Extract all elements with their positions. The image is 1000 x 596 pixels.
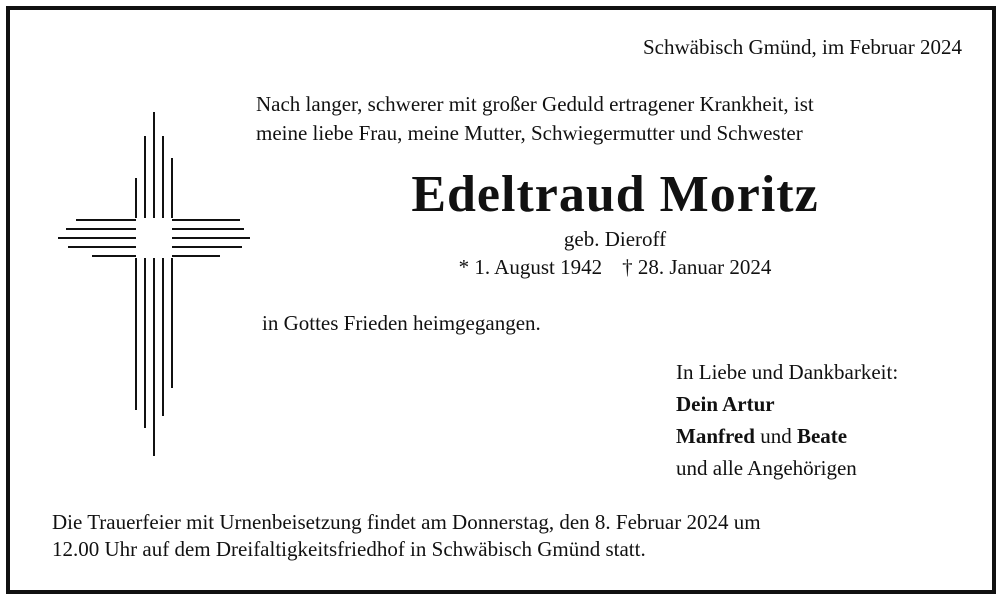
place-date: Schwäbisch Gmünd, im Februar 2024 bbox=[642, 35, 962, 59]
funeral-info bbox=[52, 509, 761, 563]
signoff-beate: Beate bbox=[796, 424, 848, 448]
intro-line-1: Nach langer, schwerer mit großer Geduld ertragener Krankheit, ist bbox=[256, 92, 814, 116]
funeral-line-2: 12.00 Uhr auf dem Dreifaltigkeitsfriedhof in Schwäbisch Gmünd statt. bbox=[52, 537, 646, 561]
signoff-artur: Dein Artur bbox=[676, 392, 775, 416]
cross-icon bbox=[54, 110, 254, 460]
intro-text bbox=[256, 90, 814, 148]
birth-date: * 1. August 1942 bbox=[458, 255, 603, 279]
signoff-line-2 bbox=[676, 420, 898, 452]
signoff-conjunction: und bbox=[754, 424, 797, 448]
signoff-line-3: und alle Angehörigen bbox=[676, 456, 857, 480]
death-date: † 28. Januar 2024 bbox=[622, 255, 772, 279]
signoff-manfred: Manfred bbox=[676, 424, 755, 448]
signoff-intro: In Liebe und Dankbarkeit: bbox=[676, 360, 899, 384]
peace-line: in Gottes Frieden heimgegangen. bbox=[262, 311, 541, 335]
funeral-line-1: Die Trauerfeier mit Urnenbeisetzung findet am Donnerstag, den 8. Februar 2024 um bbox=[52, 510, 761, 534]
deceased-name: Edeltraud Moritz bbox=[411, 166, 819, 223]
signoff-line-1 bbox=[676, 388, 898, 420]
life-dates bbox=[230, 254, 1000, 280]
birth-name: geb. Dieroff bbox=[563, 227, 667, 251]
intro-line-2: meine liebe Frau, meine Mutter, Schwiegermutter und Schwester bbox=[256, 121, 803, 145]
signoff-block bbox=[676, 356, 898, 484]
